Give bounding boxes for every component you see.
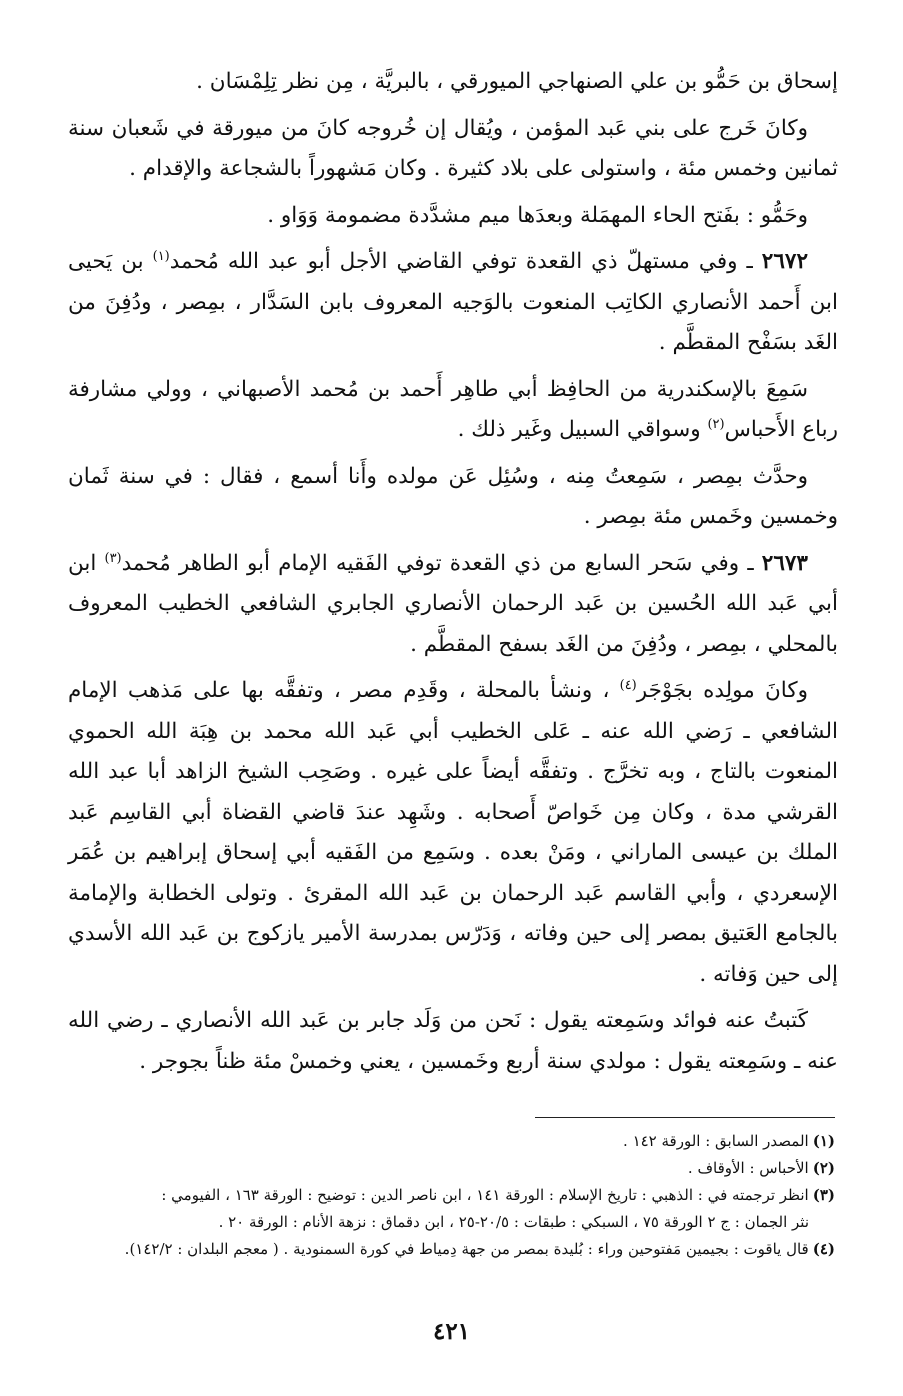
- entry-2672: [68, 242, 838, 364]
- entry-text: ـ وفي مستهلّ ذي القعدة توفي القاضي الأجل أبو عبد الله مُحمد: [169, 249, 762, 274]
- footnote-text: الأحباس : الأوقاف .: [687, 1159, 809, 1177]
- paragraph-birth: وحدَّث بمِصر ، سَمِعتُ مِنه ، وسُئِل عَن مولده وأَنا أسمع ، فقال : في سنة ثَمان وخمسين وخَمس مئة بمِصر .: [68, 463, 838, 529]
- footnote-3-continuation: نثر الجمان : ج ٢ الورقة ٧٥ ، السبكي : طبقات : ٢٠/٥-٢٥ ، ابن دقماق : نزهة الأنام : الورقة ٢٠ .: [218, 1213, 809, 1231]
- page-number: ٤٢١: [432, 1318, 471, 1345]
- main-text: [68, 62, 838, 1082]
- footnote-text: قال ياقوت : بجيمين مَفتوحين وراء : بُليدة بمصر من جهة دِمياط في كورة السمنودية . ( معجم البلدان : ١٤٢/٢).: [124, 1240, 809, 1258]
- entry-2673: [68, 544, 838, 666]
- paragraph-biography: [68, 671, 838, 995]
- footnotes: [65, 1128, 835, 1263]
- entry-number: ٢٦٧٢: [761, 249, 808, 274]
- paragraph-continuation: إسحاق بن حَمُّو بن علي الصنهاجي الميورقي ، بالبريَّة ، مِن نظر تِلِمْسَان .: [196, 69, 838, 94]
- footnote-text: المصدر السابق : الورقة ١٤٢ .: [623, 1132, 809, 1150]
- paragraph-text: وسواقي السبيل وغَير ذلك .: [457, 417, 708, 442]
- footnote-divider: [535, 1117, 835, 1118]
- footnote-ref[interactable]: (٣): [104, 550, 122, 566]
- footnote-2: [65, 1155, 835, 1182]
- entry-text: ابن أبي عَبد الله الحُسين بن عَبد الرحمان الأنصاري الجابري الشافعي الخطيب المعروف بالمحلي ، بمِصر ، ودُفِنَ من الغَد بسفح المقطَّم .: [68, 550, 838, 657]
- footnote-3: [65, 1182, 835, 1209]
- footnote-4: [65, 1236, 835, 1263]
- paragraph-hearing: [68, 370, 838, 451]
- entry-number: ٢٦٧٣: [761, 550, 808, 576]
- footnote-ref[interactable]: (٢): [707, 416, 725, 432]
- paragraph-text: سَمِعَ بالإسكندرية من الحافِظ أبي طاهِر أَحمد بن مُحمد الأصبهاني ، وولي مشارفة رباع الأَحباس: [68, 376, 838, 442]
- paragraph-lineage: كَتبتُ عنه فوائد وسَمِعته يقول : نَحن من وَلَد جابر بن عَبد الله الأنصاري ـ رضي الله عنه ـ وسَمِعته يقول : مولدي سنة أربع وخَمسين ، يعني وخمسْ مئة ظناً بجوجر .: [68, 1008, 838, 1074]
- footnote-number: (٣): [812, 1186, 835, 1204]
- paragraph-revolt: وكانَ خَرج على بني عَبد المؤمن ، ويُقال إن خُروجه كانَ من ميورقة في شَعبان سنة ثمانين وخمس مئة ، واستولى على بلاد كثيرة . وكان مَشهوراً بالشجاعة والإقدام .: [68, 115, 838, 181]
- footnote-number: (٤): [812, 1240, 835, 1258]
- page-body: [68, 62, 838, 1088]
- entry-text: ـ وفي سَحر السابع من ذي القعدة توفي الفَقيه الإمام أبو الطاهر مُحمد: [121, 550, 762, 576]
- paragraph-text: وكانَ مولِده بجَوْجَر: [636, 678, 808, 703]
- footnote-ref[interactable]: (١): [152, 248, 170, 264]
- footnote-number: (٢): [812, 1159, 835, 1177]
- footnote-ref[interactable]: (٤): [619, 677, 637, 693]
- footnote-1: [65, 1128, 835, 1155]
- paragraph-spelling-note: وحَمُّو : بفَتح الحاء المهمَلة وبعدَها ميم مشدَّدة مضمومة وَوَاو .: [267, 202, 808, 228]
- footnote-number: (١): [812, 1132, 835, 1150]
- footnote-text: انظر ترجمته في : الذهبي : تاريخ الإسلام : الورقة ١٤١ ، ابن ناصر الدين : توضيح : الورقة ١٦٣ ، الفيومي :: [161, 1186, 809, 1204]
- paragraph-text: ، ونشأ بالمحلة ، وقَدِم مصر ، وتفقَّه بها على مَذهب الإمام الشافعي ـ رَضي الله عنه ـ عَلى الخطيب أبي عَبد الله محمد بن هِبَة الله الحموي المنعوت بالتاج ، وبه تخرَّج . وتفقَّه أيضاً على غيره . وصَحِب الشيخ الزاهد أبا عبد الله القرشي مدة ، وكان مِن خَواصّ أَصحابه . وشَهِد عندَ قاضي القضاة أبي القاسِم عَبد الملك بن عيسى الماراني ، ومَنْ بعده . وسَمِع من الفَقيه أبي إسحاق إبراهيم بن عُمَر الإسعردي ، وأبي القاسم عَبد الرحمان بن عَبد الله المقرئ . وتولى الخطابة والإمامة بالجامع العَتيق بمصر إلى حين وفاته ، وَدَرّس بمدرسة الأمير يازكوج بن عَبد الله الأسدي إلى حين وَفاته .: [68, 678, 838, 987]
- entry-text: بن يَحيى ابن أَحمد الأنصاري الكاتِب المنعوت بالوَجيه المعروف بابن السَدَّار ، بمِصر ، ودُفِنَ من الغَد بسَفْح المقطَّم .: [68, 249, 838, 355]
